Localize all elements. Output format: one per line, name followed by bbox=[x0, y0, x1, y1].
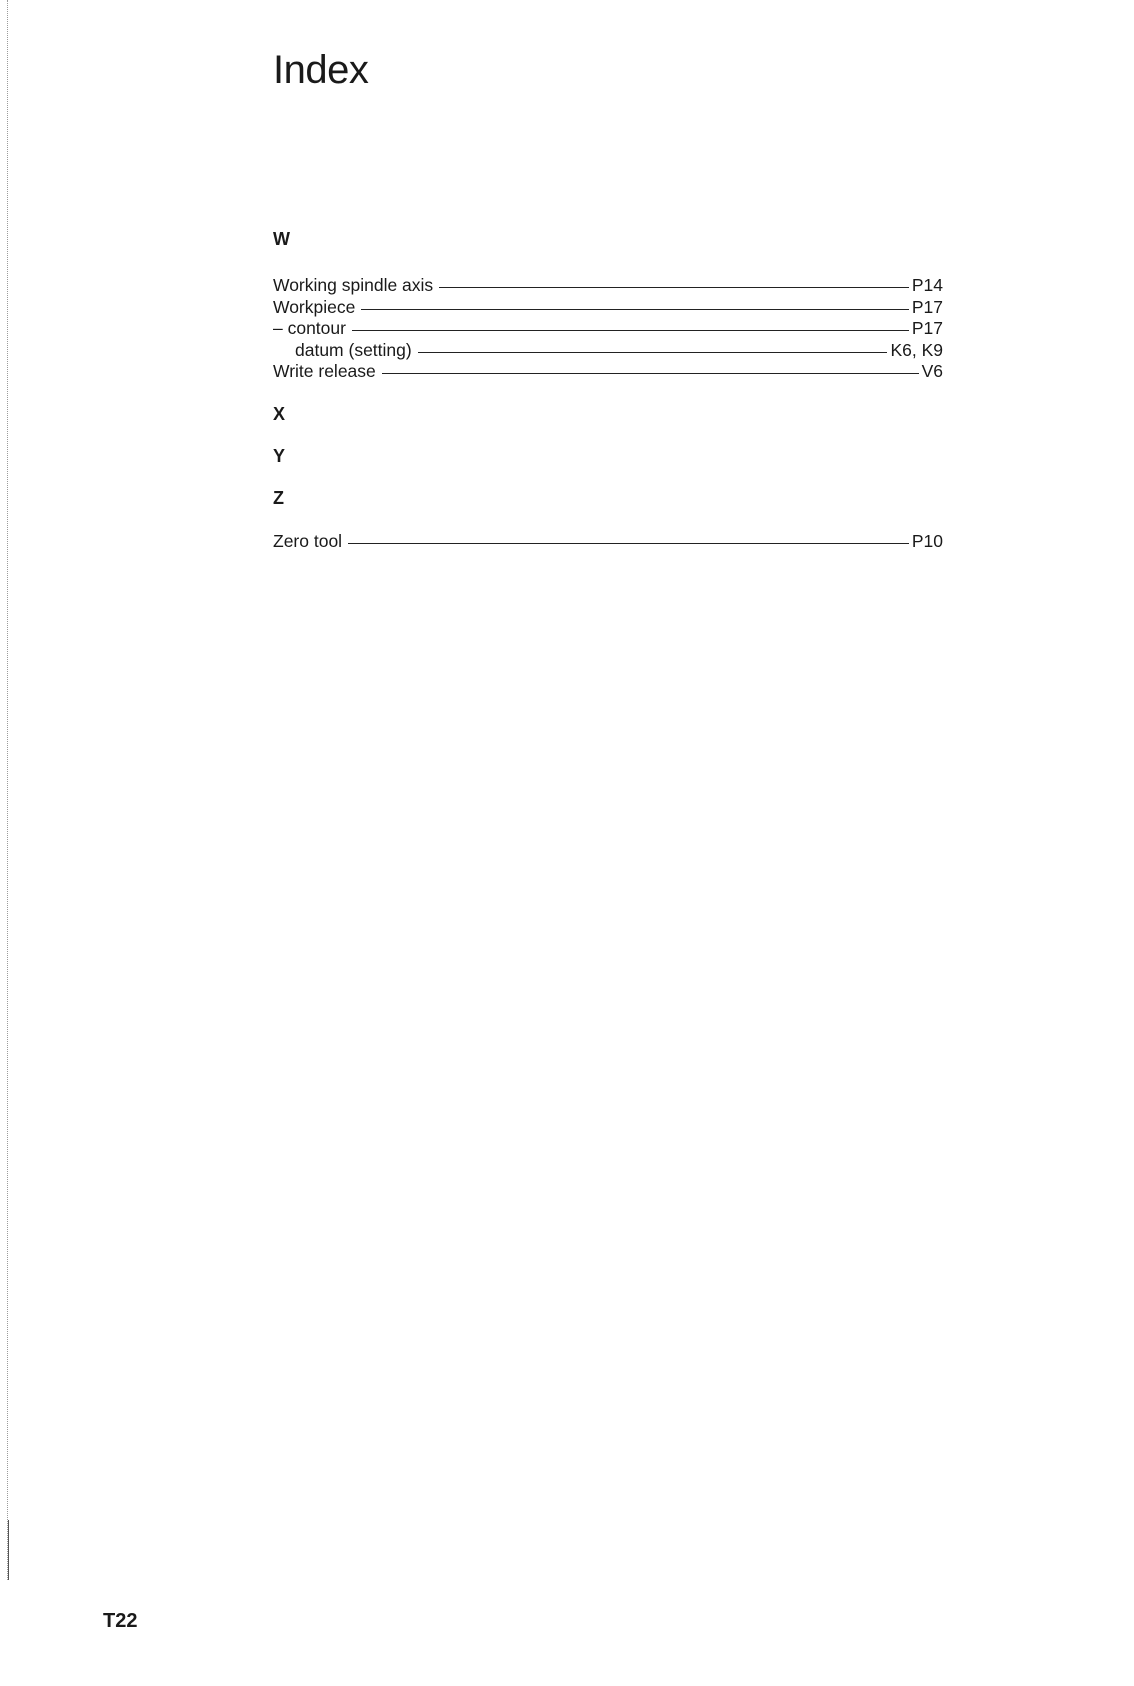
entry-label: datum (setting) bbox=[295, 339, 412, 360]
entry-label: Zero tool bbox=[273, 530, 343, 551]
index-subentry-datum-setting bbox=[273, 340, 943, 362]
entry-page-ref: P14 bbox=[911, 275, 943, 295]
leader-line bbox=[352, 330, 909, 331]
entry-label: – contour bbox=[273, 318, 346, 338]
leader-line bbox=[382, 373, 919, 374]
leader-line bbox=[348, 543, 909, 544]
section-letter-x: X bbox=[273, 403, 286, 424]
binding-edge-line bbox=[7, 0, 8, 1580]
entry-label: Write release bbox=[273, 361, 376, 381]
binding-edge-mark bbox=[8, 1520, 9, 1580]
index-entry-write-release bbox=[273, 361, 943, 383]
entry-label: Working spindle axis bbox=[273, 275, 434, 295]
entry-page-ref: P17 bbox=[911, 318, 943, 338]
page-title: Index bbox=[273, 48, 369, 92]
index-subentry-contour bbox=[273, 318, 943, 340]
entry-page-ref: K6, K9 bbox=[890, 339, 943, 360]
entry-label: Workpiece bbox=[273, 296, 356, 317]
section-letter-z: Z bbox=[273, 487, 284, 508]
entry-page-ref: P17 bbox=[911, 296, 943, 317]
index-list bbox=[273, 228, 943, 552]
section-letter-y: Y bbox=[273, 445, 286, 466]
entry-page-ref: V6 bbox=[921, 361, 943, 381]
leader-line bbox=[361, 309, 909, 310]
page-number: T22 bbox=[103, 1610, 138, 1632]
leader-line bbox=[418, 352, 888, 353]
leader-line bbox=[439, 287, 909, 288]
section-letter-w: W bbox=[273, 229, 290, 249]
index-entry-zero-tool bbox=[273, 531, 943, 553]
entry-page-ref: P10 bbox=[911, 530, 943, 551]
index-entry-working-spindle-axis bbox=[273, 275, 943, 297]
index-entry-workpiece bbox=[273, 297, 943, 319]
